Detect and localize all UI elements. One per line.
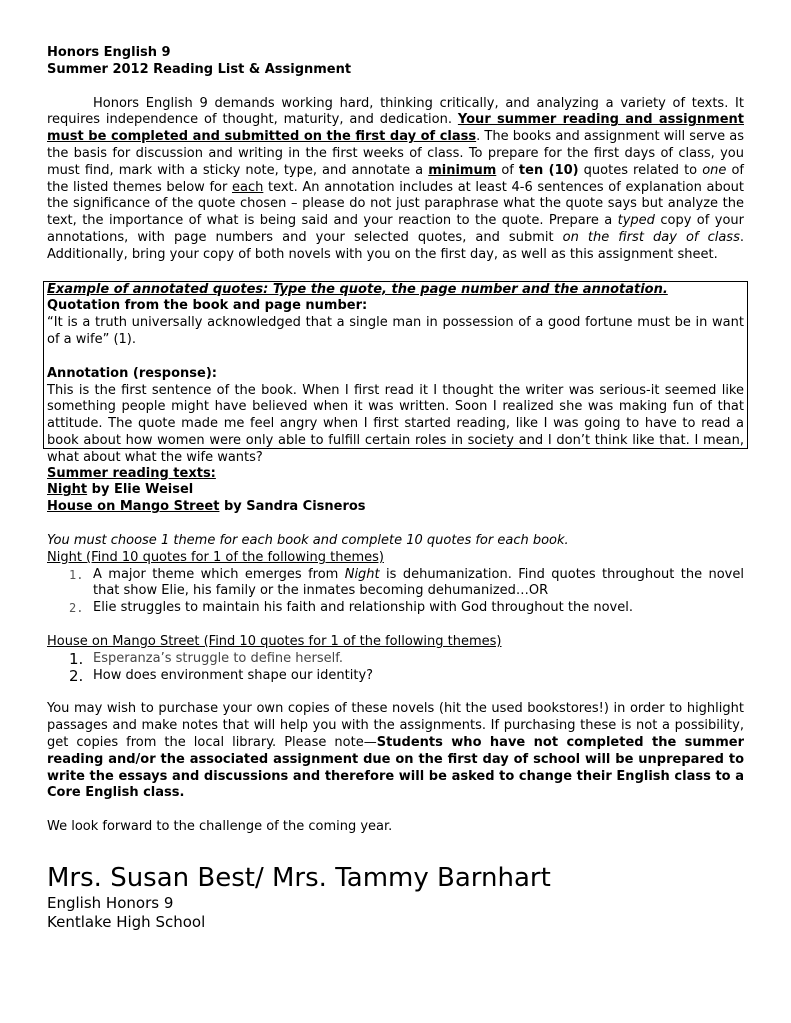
list-item: 1. Esperanza’s struggle to define herself. (69, 649, 344, 668)
signature-course: English Honors 9 (47, 893, 174, 912)
document-page (47, 45, 744, 932)
course-title: Honors English 9 (47, 45, 171, 60)
book-night: Night by Elie Weisel (47, 482, 194, 498)
annotation-label: Annotation (response): (47, 365, 217, 381)
purchase-paragraph: You may wish to purchase your own copies of these novels (hit the used bookstores!) in order to highlight passages and make notes that will help you with the assignments. If purchasing these is not a possibility, get copies from the local library. Please note—Students who have not completed the summer reading and/or the associated assignment due on the first day of school will be unprepared to write the essays and discussions and therefore will be asked to change their English class to a Core English class. (47, 701, 744, 801)
example-box (43, 281, 748, 465)
mango-themes-list (47, 651, 744, 685)
book-mango-street: House on Mango Street by Sandra Cisneros (47, 499, 366, 515)
reading-texts (47, 466, 744, 516)
list-item: 2. Elie struggles to maintain his faith and relationship with God throughout the novel. (69, 600, 633, 616)
signature-school: Kentlake High School (47, 912, 206, 931)
deadline-emphasis: Your summer reading and assignment must be completed and submitted on the first day of class (47, 112, 744, 145)
signature-names: Mrs. Susan Best/ Mrs. Tammy Barnhart (47, 862, 551, 893)
list-item: 1. A major theme which emerges from Night is dehumanization. Find quotes throughout the novel that show Elie, his family or the inmates becoming dehumanized…OR (69, 566, 744, 599)
night-themes-list (47, 567, 744, 617)
mango-themes-heading: House on Mango Street (Find 10 quotes for 1 of the following themes) (47, 633, 502, 649)
assignment-title: Summer 2012 Reading List & Assignment (47, 61, 352, 77)
texts-heading: Summer reading texts: (47, 465, 216, 481)
quote-label: Quotation from the book and page number: (47, 298, 368, 314)
intro-paragraph: Honors English 9 demands working hard, thinking critically, and analyzing a variety of texts. It requires independence of thought, maturity, and dedication. Your summer reading and assignment must be completed and submitted on the first day of class. The books and assignment will serve as the basis for discussion and writing in the first weeks of class. To prepare for the first days of class, you must find, mark with a sticky note, type, and annotate a minimum of ten (10) quotes related to one of the listed themes below for each text. An annotation includes at least 4-6 sentences of explanation about the significance of the quote chosen – please do not just paraphrase what the quote says but analyze the text, the importance of what is being said and your reaction to the quote. Prepare a typed copy of your annotations, with page numbers and your selected quotes, and submit on the first day of class. Additionally, bring your copy of both novels with you on the first day, as well as this assignment sheet. (47, 95, 744, 262)
theme-instruction: You must choose 1 theme for each book and complete 10 quotes for each book. (47, 532, 569, 548)
closing-line: We look forward to the challenge of the coming year. (47, 819, 393, 835)
list-item: 2. How does environment shape our identity? (69, 666, 374, 685)
warning-text: Students who have not completed the summer reading and/or the associated assignment due on the first day of school will be unprepared to write the essays and discussions and therefore will be asked to change their English class to a Core English class. (47, 734, 744, 801)
night-themes-heading: Night (Find 10 quotes for 1 of the following themes) (47, 549, 384, 565)
example-quote: “It is a truth universally acknowledged that a single man in possession of a good fortune must be in want of a wife” (1). (47, 315, 744, 347)
example-title: Example of annotated quotes: Type the quote, the page number and the annotation. (47, 281, 668, 297)
example-annotation: This is the first sentence of the book. When I first read it I thought the writer was serious-it seemed like something people might have believed when it was written. Soon I realized she was making fun of that attitude. The quote made me feel angry when I first started reading, like I was going to have to read a book about how women were only able to fulfill certain roles in society and I don’t think like that. I mean, what about what the wife wants? (47, 382, 744, 465)
